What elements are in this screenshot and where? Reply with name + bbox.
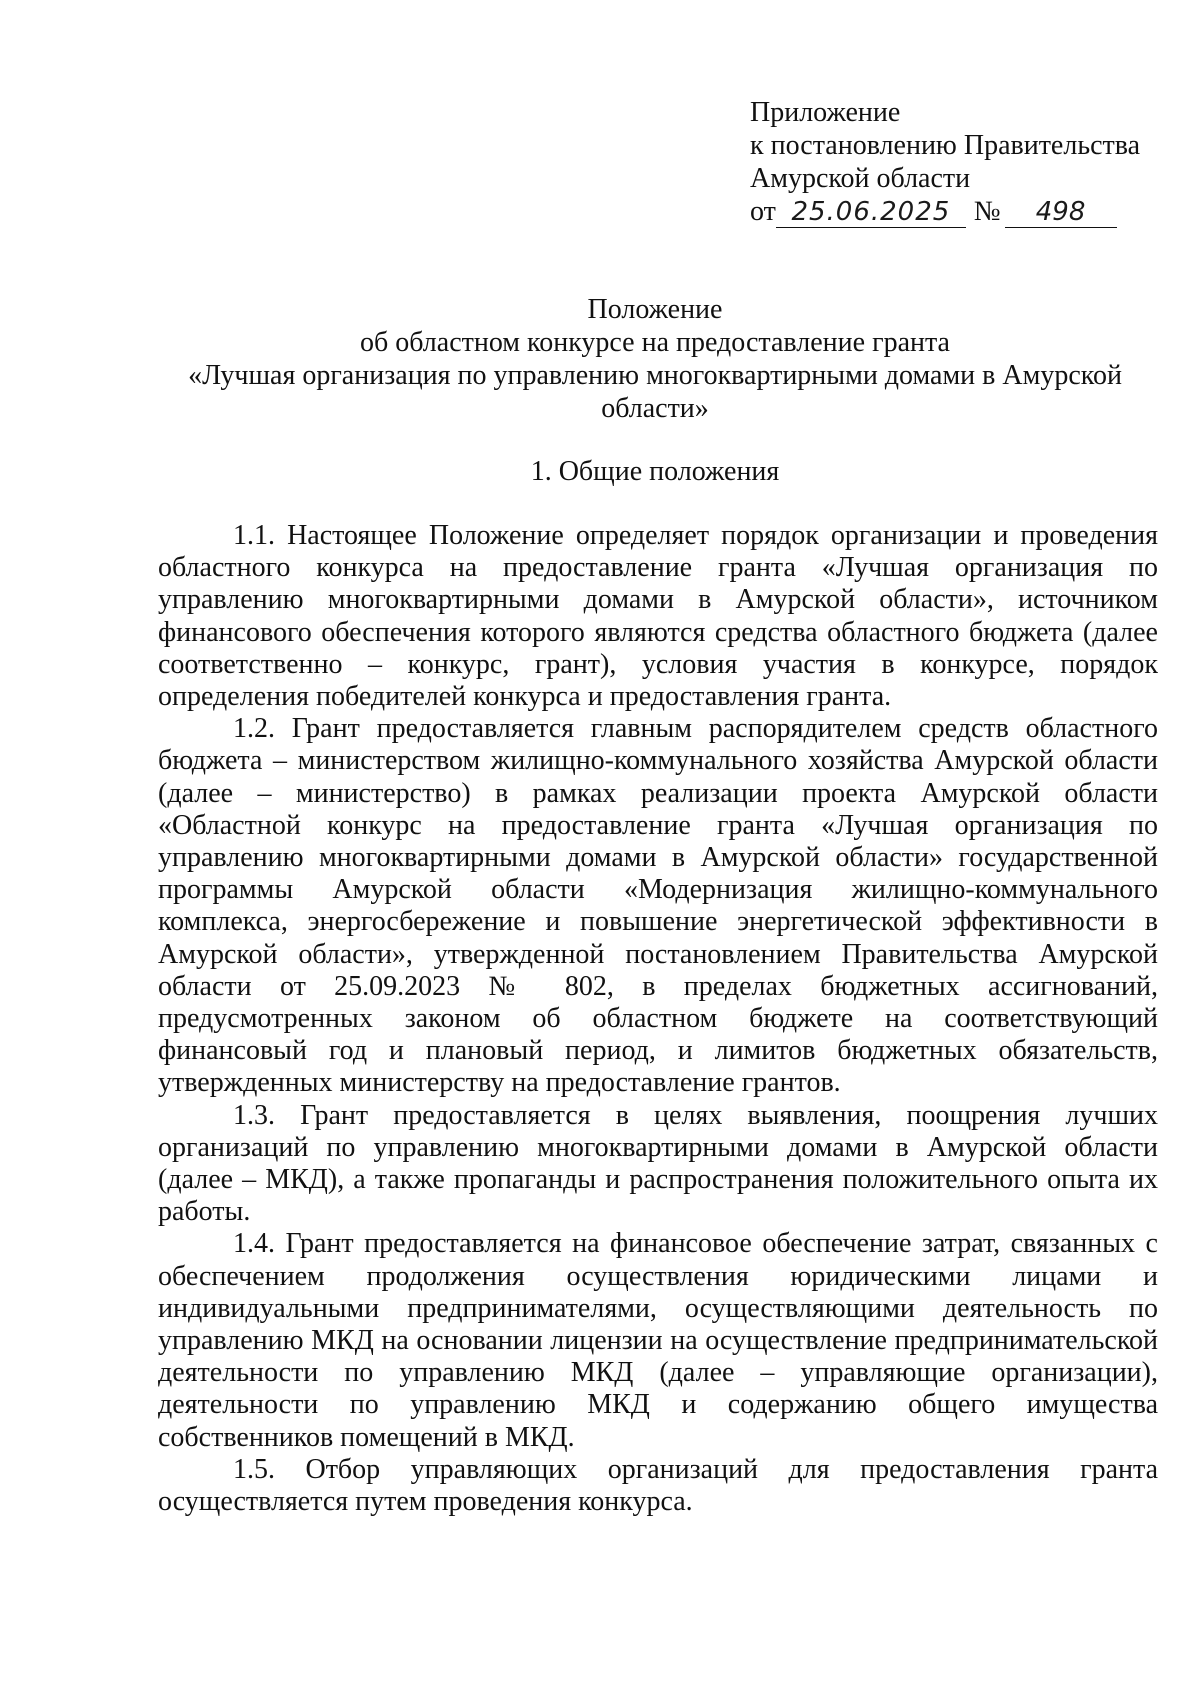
document-body <box>158 520 1158 1518</box>
appendix-resolution: к постановлению Правительства <box>750 130 1141 161</box>
appendix-region: Амурской области <box>750 163 971 194</box>
paragraph-1-2: 1.2. Грант предоставляется главным распорядителем средств областного бюджета – министерством жилищно-коммунального хозяйства Амурской области (далее – министерство) в рамках реализации проекта Амурской области «Областной конкурс на предоставление гранта «Лучшая организация по управлению многоквартирными домами в Амурской области» государственной программы Амурской области «Модернизация жилищно-коммунального комплекса, энергосбережение и повышение энергетической эффективности в Амурской области», утвержденной постановлением Правительства Амурской области от 25.09.2023 № 802, в пределах бюджетных ассигнований, предусмотренных законом об областном бюджете на соответствующий финансовый год и плановый период, и лимитов бюджетных обязательств, утвержденных министерству на предоставление грантов. <box>158 713 1158 1099</box>
section-heading: 1. Общие положения <box>530 456 780 487</box>
appendix-block <box>750 96 1170 228</box>
title-line-2: об областном конкурсе на предоставление гранта <box>360 327 950 358</box>
title-line-3: «Лучшая организация по управлению многоквартирными домами в Амурской области» <box>188 360 1122 424</box>
paragraph-1-5: 1.5. Отбор управляющих организаций для предоставления гранта осуществляется путем проведения конкурса. <box>158 1453 1158 1518</box>
appendix-title: Приложение <box>750 97 901 128</box>
paragraph-1-3: 1.3. Грант предоставляется в целях выявления, поощрения лучших организаций по управлению многоквартирными домами в Амурской области (далее – МКД), а также пропаганды и распространения положительного опыта их работы. <box>158 1099 1158 1228</box>
title-line-1: Положение <box>587 294 723 325</box>
handwritten-date: 25.06.2025 <box>776 197 966 228</box>
paragraph-1-1: 1.1. Настоящее Положение определяет порядок организации и проведения областного конкурса на предоставление гранта «Лучшая организация по управлению многоквартирными домами в Амурской области», источником финансового обеспечения которого являются средства областного бюджета (далее соответственно – конкурс, грант), условия участия в конкурсе, порядок определения победителей конкурса и предоставления гранта. <box>158 520 1158 713</box>
document-title <box>150 293 1160 425</box>
number-sign: № <box>973 196 1001 227</box>
paragraph-1-4: 1.4. Грант предоставляется на финансовое обеспечение затрат, связанных с обеспечением продолжения осуществления юридическими лицами и индивидуальными предпринимателями, осуществляющими деятельность по управлению МКД на основании лицензии на осуществление предпринимательской деятельности по управлению МКД (далее – управляющие организации), деятельности по управлению МКД и содержанию общего имущества собственников помещений в МКД. <box>158 1228 1158 1453</box>
date-prefix: от <box>750 196 776 227</box>
appendix-date-line <box>750 195 1170 228</box>
handwritten-number: 498 <box>1005 197 1117 228</box>
